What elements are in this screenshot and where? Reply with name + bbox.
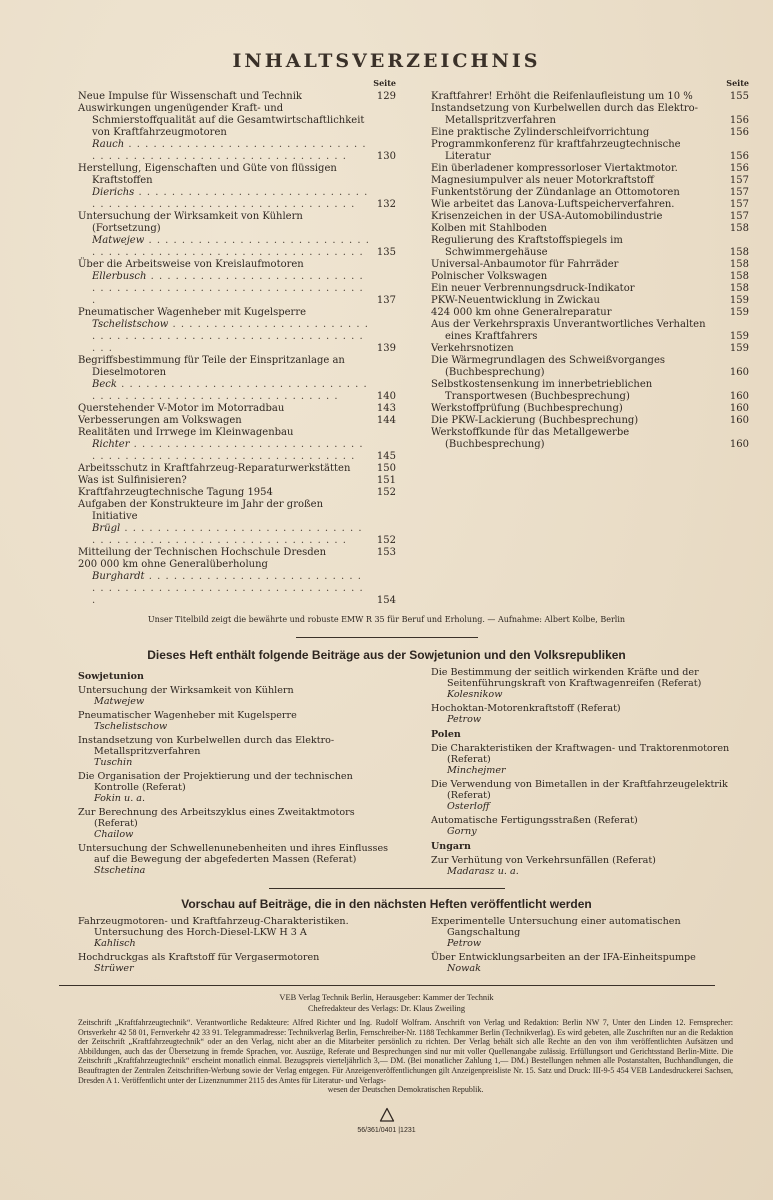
toc-title-cell: [431, 403, 723, 415]
article-title: Untersuchung der Schwellenunebenheiten und ihres Einflusses auf die Bewegung der abgefederten Massen (Referat): [78, 843, 389, 865]
toc-entry-author: Rauch: [92, 139, 125, 150]
toc-page-number: 155: [729, 91, 749, 102]
toc-title-cell: [431, 283, 723, 295]
toc-page-number: 130: [376, 151, 396, 162]
toc-entry: [431, 103, 749, 127]
toc-entry-title: Auswirkungen ungenügender Kraft- und Schmierstoffqualität auf die Gesamtwirtschaftlichkeit von Kraftfahrzeugmotoren: [78, 103, 365, 138]
article-entry: [431, 815, 749, 837]
toc-entry: [78, 475, 396, 487]
toc-entry-author: Dierichs: [92, 187, 135, 198]
toc-title-line: [78, 415, 396, 427]
leader-dots: . . . . . . . . . . . . . . . . . . . . . . . . . . . . . . . . . . . . . . . . . . . . . . . . . . . . . . . . . . . .: [92, 523, 363, 546]
toc-entry-title: Mitteilung der Technischen Hochschule Dresden: [78, 547, 327, 558]
toc-title-cell: [431, 259, 723, 271]
article-title: Zur Berechnung des Arbeitszyklus eines Zweitaktmotors (Referat): [78, 807, 355, 829]
toc-page-number: 160: [729, 403, 749, 414]
toc-author-line: [78, 271, 396, 307]
toc-author-cell: [92, 235, 370, 259]
toc-title-cell: [431, 199, 723, 211]
toc-author-cell: [92, 271, 370, 307]
article-title: Instandsetzung von Kurbelwellen durch das Elektro-Metallspritzverfahren: [78, 735, 335, 757]
toc-title-cell: [431, 235, 723, 259]
toc-title-cell: [431, 211, 723, 223]
toc-entry: [78, 547, 396, 559]
toc-page-number: 159: [729, 343, 749, 354]
article-author: Kolesnikow: [447, 689, 503, 700]
toc-entry-author: Burghardt: [92, 571, 145, 582]
toc-title-line: [431, 307, 749, 319]
toc-author-cell: [92, 379, 370, 403]
toc-entry-title: Verbesserungen am Volkswagen: [78, 415, 242, 426]
article-title: Hochoktan-Motorenkraftstoff (Referat): [431, 703, 621, 714]
toc-entry: [78, 559, 396, 607]
toc-entry-title: Programmkonferenz für kraftfahrzeugtechnische Literatur: [431, 139, 681, 162]
toc-page-number: 156: [729, 115, 749, 126]
article-author: Chailow: [94, 829, 134, 840]
toc-entry: [431, 223, 749, 235]
toc-title-line: [78, 547, 396, 559]
toc-page-number: 143: [376, 403, 396, 414]
article-author: Gorny: [447, 826, 477, 837]
toc-entry-title: Die Wärmegrundlagen des Schweißvorganges (Buchbesprechung): [431, 355, 666, 378]
toc-entry-title: Arbeitsschutz in Kraftfahrzeug-Reparaturwerkstätten: [78, 463, 351, 474]
toc-entry: [78, 427, 396, 463]
article-author: Kahlisch: [94, 938, 136, 949]
toc-page-number: 157: [729, 199, 749, 210]
toc-page-number: 158: [729, 283, 749, 294]
toc-entry-title: Querstehender V-Motor im Motorradbau: [78, 403, 285, 414]
toc-entry-title: Krisenzeichen in der USA-Automobilindustrie: [431, 211, 663, 222]
toc-author-cell: [92, 571, 370, 607]
toc-author-line: [78, 187, 396, 211]
toc-title-cell: [78, 487, 370, 499]
article-entry: [78, 807, 396, 840]
toc-entry: [78, 487, 396, 499]
toc-title-cell: [431, 379, 723, 403]
toc-author-line: [78, 235, 396, 259]
toc-entry-title: Regulierung des Kraftstoffspiegels im Schwimmergehäuse: [431, 235, 623, 258]
toc-title-cell: [431, 295, 723, 307]
toc-entry: [78, 307, 396, 355]
leader-dots: . . . . . . . . . . . . . . . . . . . . . . . . . . . . . . . . . . . . . . . . . . . . . . . . . . . . . . . . . . . .: [92, 439, 364, 462]
toc-list-left: [78, 91, 396, 607]
toc-page-number: 157: [729, 187, 749, 198]
toc-title-cell: [431, 307, 723, 319]
toc-entry: [431, 271, 749, 283]
leader-dots: . . . . . . . . . . . . . . . . . . . . . . . . . . . . . . . . . . . . . . . . . . . . . . . . . . . . . . . . . . . .: [92, 187, 369, 210]
article-title: Experimentelle Untersuchung einer automatischen Gangschaltung: [431, 916, 681, 938]
toc-title-line: [431, 379, 749, 403]
toc-title-cell: [78, 547, 370, 559]
article-title: Fahrzeugmotoren- und Kraftfahrzeug-Charakteristiken. Untersuchung des Horch-Diesel-LKW H 3 A: [78, 916, 349, 938]
toc-entry: [78, 463, 396, 475]
publisher-info: [0, 992, 773, 1014]
toc-entry-title: Polnischer Volkswagen: [431, 271, 548, 282]
triangle-wrap: [0, 1107, 773, 1123]
impressum: [78, 1018, 733, 1095]
toc-title-line: [78, 91, 396, 103]
toc-page-number: 137: [376, 295, 396, 306]
toc-page-number: 159: [729, 307, 749, 318]
toc-entry-title: Aufgaben der Konstrukteure im Jahr der großen Initiative: [78, 499, 324, 522]
toc-page-number: 159: [729, 331, 749, 342]
toc-page-number: 150: [376, 463, 396, 474]
toc-entry: [78, 211, 396, 259]
toc-entry-author: Richter: [92, 439, 130, 450]
toc-entry-title: 200 000 km ohne Generalüberholung: [78, 559, 268, 570]
toc-title-cell: [431, 175, 723, 187]
impressum-body: Zeitschrift „Kraftfahrzeugtechnik“. Verantwortliche Redakteure: Alfred Richter und Ing. Rudolf Wolfram. Anschrift von Verlag und Redaktion: Berlin NW 7, Unter den Linden 12. Fernsprecher: Ortsverkehr 42 58 01, Fernverkehr 42 33 91. Telegrammadresse: Technikverlag Berlin, Fernschreiber-Nr. 1188 Techkammer Berlin (Technikverlag). Es wird gebeten, alle Zuschriften nur an die Redaktion der Zeitschrift „Kraftfahrzeugtechnik“ oder an den Verlag, nicht aber an die Mitarbeiter persönlich zu richten. Der Verlag behält sich alle Rechte an den von ihm veröffentlichten Aufsätzen und Abbildungen, auch das der Übersetzung in fremde Sprachen, vor. Auszüge, Referate und Besprechungen sind nur mit voller Quellenangabe zulässig. Erfüllungsort und Gerichtsstand Berlin-Mitte. Die Zeitschrift „Kraftfahrzeugtechnik“ erscheint monatlich einmal. Bezugspreis vierteljährlich 3,— DM. (Bei monatlicher Zahlung 1,— DM.) Bestellungen nehmen alle Postanstalten, Buchhandlungen, die Beauftragten der Zentralen Zeitschriften-Werbung sowie der Verlag entgegen. Für Anzeigenveröffentlichungen gilt Anzeigenpreisliste Nr. 15. Satz und Druck: III-9-5 454 VEB Landesdruckerei Sachsen, Dresden A 1. Veröffentlicht unter der Lizenznummer 2115 des Amtes für Literatur- und Verlags-: [78, 1018, 733, 1085]
toc-page-number: 144: [376, 415, 396, 426]
article-author: Tschelistschow: [94, 721, 168, 732]
toc-title-line: [78, 463, 396, 475]
toc-entry: [431, 319, 749, 343]
preview-left-column: [78, 916, 396, 977]
toc-author-cell: [92, 139, 370, 163]
divider: [296, 637, 478, 638]
toc-entry: [431, 403, 749, 415]
toc-entry: [78, 415, 396, 427]
article-entry: [431, 916, 749, 949]
toc-entry-title: Untersuchung der Wirksamkeit von Kühlern (Fortsetzung): [78, 211, 303, 234]
preview-heading: Vorschau auf Beiträge, die in den nächsten Heften veröffentlicht werden: [181, 897, 592, 911]
toc-page-number: 158: [729, 223, 749, 234]
article-author: Fokin u. a.: [94, 793, 146, 804]
article-author: Osterloff: [447, 801, 490, 812]
toc-entry: [431, 187, 749, 199]
article-title: Automatische Fertigungsstraßen (Referat): [431, 815, 638, 826]
foreign-columns: [0, 667, 773, 880]
toc-page-number: 132: [376, 199, 396, 210]
toc-entry-title: Werkstoffprüfung (Buchbesprechung): [431, 403, 623, 414]
article-title: Die Charakteristiken der Kraftwagen- und Traktorenmotoren (Referat): [431, 743, 730, 765]
foreign-right-column: [431, 667, 749, 880]
toc-author-line: [78, 439, 396, 463]
leader-dots: . . . . . . . . . . . . . . . . . . . . . . . . . . . . . . . . . . . . . . . . . . . . . . . . . . . . . . . . . . . .: [92, 271, 364, 306]
toc-page-number: 160: [729, 439, 749, 450]
toc-entry-title: Eine praktische Zylinderschleifvorrichtung: [431, 127, 650, 138]
toc-title-line: [431, 139, 749, 163]
toc-entry: [431, 307, 749, 319]
toc-title-line: [431, 91, 749, 103]
toc-entry-title: Pneumatischer Wagenheber mit Kugelsperre: [78, 307, 307, 318]
toc-entry: [431, 427, 749, 451]
toc-page-number: 156: [729, 163, 749, 174]
toc-author-line: [78, 139, 396, 163]
toc-page-number: 156: [729, 127, 749, 138]
leader-dots: . . . . . . . . . . . . . . . . . . . . . . . . . . . . . . . . . . . . . . . . . . . . . . . . . . . . . . . . . . . .: [92, 235, 370, 258]
article-author: Minchejmer: [447, 765, 506, 776]
article-title: Über Entwicklungsarbeiten an der IFA-Einheitspumpe: [431, 952, 696, 963]
publisher-line-1: VEB Verlag Technik Berlin, Herausgeber: Kammer der Technik: [279, 993, 494, 1002]
toc-entry-title: Was ist Sulfinisieren?: [78, 475, 187, 486]
toc-entry-title: Neue Impulse für Wissenschaft und Technik: [78, 91, 302, 102]
toc-entry-title: Herstellung, Eigenschaften und Güte von flüssigen Kraftstoffen: [78, 163, 337, 186]
leader-dots: . . . . . . . . . . . . . . . . . . . . . . . . . . . . . . . . . . . . . . . . . . . . . . . . . . . . . . . . . . . .: [92, 139, 367, 162]
toc-entry: [78, 259, 396, 307]
toc-title-line: [431, 199, 749, 211]
toc-list-right: [431, 91, 749, 451]
toc-page-number: 160: [729, 415, 749, 426]
article-entry: [431, 855, 749, 877]
toc-title-cell: [431, 343, 723, 355]
toc-title-line: [431, 163, 749, 175]
article-entry: [431, 667, 749, 700]
toc-entry: [431, 199, 749, 211]
toc-entry: [431, 355, 749, 379]
toc-title-cell: [431, 163, 723, 175]
toc-title-cell: [431, 187, 723, 199]
article-entry: [78, 771, 396, 804]
page-title: INHALTSVERZEICHNIS: [232, 50, 541, 72]
article-entry: [78, 710, 396, 732]
toc-entry-title: Verkehrsnotizen: [431, 343, 514, 354]
toc-entry: [431, 127, 749, 139]
toc-title-cell: [78, 403, 370, 415]
toc-entry-title: Wie arbeitet das Lanova-Luftspeicherverfahren.: [431, 199, 675, 210]
toc-title-line: [431, 103, 749, 127]
toc-page-number: 156: [729, 151, 749, 162]
article-entry: [78, 952, 396, 974]
toc-author-cell: [92, 523, 370, 547]
toc-title-line: [431, 223, 749, 235]
toc-entry-title: 424 000 km ohne Generalreparatur: [431, 307, 612, 318]
toc-author-cell: [92, 187, 370, 211]
foreign-heading: Dieses Heft enthält folgende Beiträge aus der Sowjetunion und den Volksrepubliken: [147, 648, 626, 662]
toc-entry: [78, 403, 396, 415]
article-author: Strüwer: [94, 963, 134, 974]
toc-entry-title: Kolben mit Stahlboden: [431, 223, 547, 234]
toc-title-line: [431, 295, 749, 307]
toc-entry: [431, 343, 749, 355]
toc-title-cell: [431, 139, 723, 163]
article-author: Madarasz u. a.: [447, 866, 519, 877]
country-heading: Polen: [431, 729, 461, 740]
toc-author-line: [78, 571, 396, 607]
triangle-outline-icon: [379, 1107, 395, 1123]
toc-title-line: [78, 487, 396, 499]
toc-entry-title: Aus der Verkehrspraxis Unverantwortliches Verhalten eines Kraftfahrers: [431, 319, 706, 342]
toc-page-number: 129: [376, 91, 396, 102]
toc-entry-title: Über die Arbeitsweise von Kreislaufmotoren: [78, 259, 304, 270]
article-title: Pneumatischer Wagenheber mit Kugelsperre: [78, 710, 297, 721]
seite-label: Seite: [726, 78, 749, 88]
toc-entry-author: Brügl: [92, 523, 121, 534]
toc-entry: [431, 211, 749, 223]
toc-title-line: [431, 403, 749, 415]
toc-page-number: 135: [376, 247, 396, 258]
toc-page-number: 153: [376, 547, 396, 558]
toc-entry-author: Beck: [92, 379, 117, 390]
article-entry: [78, 685, 396, 707]
toc-author-line: [78, 523, 396, 547]
toc-title-line: [431, 127, 749, 139]
toc-entry: [431, 235, 749, 259]
toc-entry-title: Ein überladener kompressorloser Viertaktmotor.: [431, 163, 678, 174]
article-author: Petrow: [447, 938, 482, 949]
toc-page-number: 139: [376, 343, 396, 354]
article-title: Die Verwendung von Bimetallen in der Kraftfahrzeugelektrik (Referat): [431, 779, 728, 801]
article-entry: [431, 779, 749, 812]
article-title: Die Bestimmung der seitlich wirkenden Kräfte und der Seitenführungskraft von Kraftwagenreifen (Referat): [431, 667, 702, 689]
toc-entry: [431, 175, 749, 187]
article-entry: [431, 952, 749, 974]
toc-entry: [431, 91, 749, 103]
country-heading: Sowjetunion: [78, 671, 144, 682]
toc-title-line: [431, 211, 749, 223]
toc-entry: [431, 415, 749, 427]
toc-page-number: 140: [376, 391, 396, 402]
toc-page-number: 160: [729, 391, 749, 402]
toc-entry-title: Funkentstörung der Zündanlage an Ottomotoren: [431, 187, 680, 198]
seite-label: Seite: [373, 78, 396, 88]
toc-author-cell: [92, 319, 370, 355]
toc-title-cell: [78, 463, 370, 475]
article-author: Nowak: [447, 963, 481, 974]
toc-title-line: [431, 283, 749, 295]
toc-title-line: [431, 235, 749, 259]
article-title: Hochdruckgas als Kraftstoff für Vergasermotoren: [78, 952, 320, 963]
toc-entry-title: Instandsetzung von Kurbelwellen durch das Elektro-Metallspritzverfahren: [431, 103, 699, 126]
toc-title-line: [431, 175, 749, 187]
preview-columns: [0, 916, 773, 977]
toc-title-cell: [431, 127, 723, 139]
toc-entry-title: Werkstoffkunde für das Metallgewerbe (Buchbesprechung): [431, 427, 630, 450]
article-author: Tuschin: [94, 757, 133, 768]
toc-title-line: [78, 475, 396, 487]
toc-page-number: 152: [376, 535, 396, 546]
toc-entry: [431, 259, 749, 271]
toc-entry-author: Matwejew: [92, 235, 145, 246]
toc-entry-title: Kraftfahrzeugtechnische Tagung 1954: [78, 487, 273, 498]
toc-title-cell: [431, 271, 723, 283]
toc-entry-title: Magnesiumpulver als neuer Motorkraftstoff: [431, 175, 654, 186]
toc-page-number: 157: [729, 175, 749, 186]
toc-title-line: [431, 271, 749, 283]
toc-title-cell: [431, 427, 723, 451]
toc-author-line: [78, 379, 396, 403]
toc-entry: [431, 295, 749, 307]
toc-entry-title: Die PKW-Lackierung (Buchbesprechung): [431, 415, 639, 426]
foreign-left-column: [78, 667, 396, 880]
print-code: 56/361/0401 |1231: [357, 1126, 416, 1134]
publisher-line-2: Chefredakteur des Verlags: Dr. Klaus Zweiling: [307, 1004, 466, 1013]
toc-page-number: 157: [729, 211, 749, 222]
toc-title-line: [431, 319, 749, 343]
toc-page-number: 145: [376, 451, 396, 462]
toc-entry: [431, 379, 749, 403]
toc-entry-title: Realitäten und Irrwege im Kleinwagenbau: [78, 427, 294, 438]
leader-dots: . . . . . . . . . . . . . . . . . . . . . . . . . . . . . . . . . . . . . . . . . . . . . . . . . . . . . . . . . . . .: [92, 319, 369, 354]
leader-dots: . . . . . . . . . . . . . . . . . . . . . . . . . . . . . . . . . . . . . . . . . . . . . . . . . . . . . . . . . . . .: [92, 379, 368, 402]
article-title: Zur Verhütung von Verkehrsunfällen (Referat): [431, 855, 656, 866]
article-entry: [431, 743, 749, 776]
toc-title-cell: [431, 319, 723, 343]
toc-entry-author: Ellerbusch: [92, 271, 147, 282]
toc-entry: [78, 91, 396, 103]
article-title: Die Organisation der Projektierung und der technischen Kontrolle (Referat): [78, 771, 353, 793]
toc-entry: [78, 103, 396, 163]
toc-title-line: [78, 403, 396, 415]
toc-entry: [431, 283, 749, 295]
toc-title-line: [431, 355, 749, 379]
cover-caption: Unser Titelbild zeigt die bewährte und robuste EMW R 35 für Beruf und Erholung. — Aufnahme: Albert Kolbe, Berlin: [147, 615, 626, 624]
toc-title-line: [431, 343, 749, 355]
leader-dots: . . . . . . . . . . . . . . . . . . . . . . . . . . . . . . . . . . . . . . . . . . . . . . . . . . . . . . . . . . . .: [92, 571, 364, 606]
toc-title-cell: [431, 223, 723, 235]
toc-entry-title: Selbstkostensenkung im innerbetrieblichen Transportwesen (Buchbesprechung): [431, 379, 653, 402]
toc-entry: [78, 499, 396, 547]
toc-entry-title: Universal-Anbaumotor für Fahrräder: [431, 259, 619, 270]
toc-title-line: [431, 187, 749, 199]
toc-title-cell: [78, 415, 370, 427]
toc-page-number: 154: [376, 595, 396, 606]
toc-title-line: [431, 259, 749, 271]
toc-page-number: 160: [729, 367, 749, 378]
impressum-last-line: wesen der Deutschen Demokratischen Republik.: [327, 1085, 484, 1095]
toc-entry-title: Ein neuer Verbrennungsdruck-Indikator: [431, 283, 635, 294]
toc: [0, 78, 773, 607]
divider: [269, 888, 505, 889]
country-heading: Ungarn: [431, 841, 471, 852]
toc-page-number: 158: [729, 259, 749, 270]
toc-title-cell: [78, 475, 370, 487]
toc-entry-title: PKW-Neuentwicklung in Zwickau: [431, 295, 600, 306]
article-title: Untersuchung der Wirksamkeit von Kühlern: [78, 685, 294, 696]
article-entry: [78, 916, 396, 949]
toc-entry: [431, 163, 749, 175]
toc-title-cell: [431, 103, 723, 127]
article-entry: [78, 735, 396, 768]
toc-title-cell: [431, 355, 723, 379]
toc-title-cell: [431, 415, 723, 427]
article-entry: [431, 703, 749, 725]
article-author: Matwejew: [94, 696, 145, 707]
toc-entry-title: Kraftfahrer! Erhöht die Reifenlaufleistung um 10 %: [431, 91, 693, 102]
toc-page-number: 158: [729, 271, 749, 282]
toc-page-number: 151: [376, 475, 396, 486]
toc-page-number: 159: [729, 295, 749, 306]
toc-author-line: [78, 319, 396, 355]
article-author: Petrow: [447, 714, 482, 725]
toc-entry-title: Begriffsbestimmung für Teile der Einspritzanlage an Dieselmotoren: [78, 355, 345, 378]
article-entry: [78, 843, 396, 876]
toc-entry: [431, 139, 749, 163]
toc-title-line: [431, 427, 749, 451]
toc-title-cell: [431, 91, 723, 103]
article-author: Stschetina: [94, 865, 146, 876]
toc-left-column: [78, 78, 396, 607]
toc-title-line: [431, 415, 749, 427]
toc-page-number: 158: [729, 247, 749, 258]
toc-page-number: 152: [376, 487, 396, 498]
toc-entry: [78, 163, 396, 211]
preview-right-column: [431, 916, 749, 977]
divider: [59, 985, 715, 986]
toc-title-cell: [78, 91, 370, 103]
toc-right-column: [431, 78, 749, 607]
toc-author-cell: [92, 439, 370, 463]
toc-entry: [78, 355, 396, 403]
toc-entry-author: Tschelistschow: [92, 319, 169, 330]
